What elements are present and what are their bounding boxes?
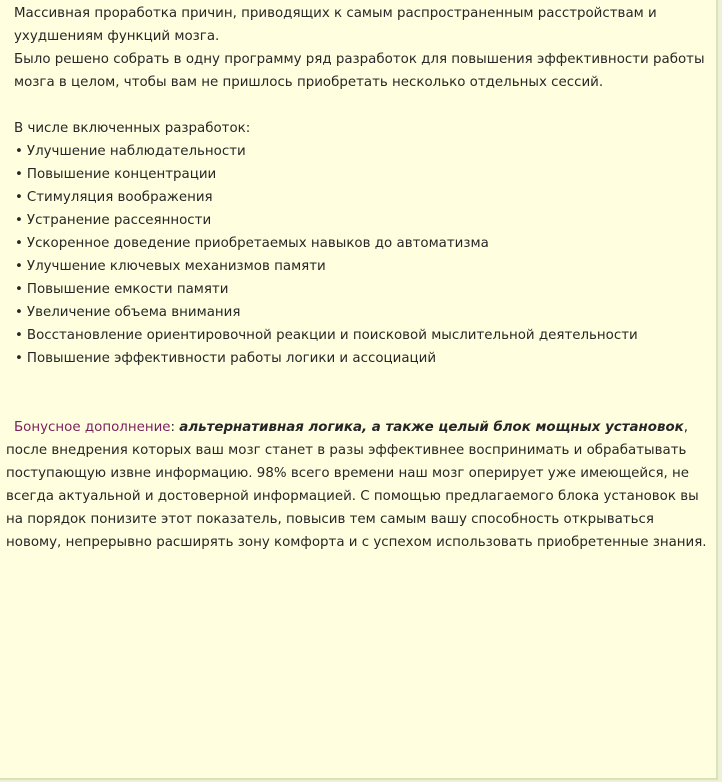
features-list (6, 140, 708, 370)
list-item (15, 232, 708, 255)
bullet-icon: • (15, 351, 23, 366)
list-item (15, 301, 708, 324)
bullet-icon: • (15, 328, 23, 343)
list-item (15, 278, 708, 301)
spacer (6, 370, 708, 416)
list-item-text: Увеличение объема внимания (26, 305, 241, 320)
bonus-indent (6, 420, 14, 435)
bonus-colon: : (170, 420, 176, 435)
list-item (15, 163, 708, 186)
bullet-icon: • (15, 236, 23, 251)
features-heading: В числе включенных разработок: (14, 121, 251, 136)
bonus-paragraph (6, 416, 708, 554)
intro-paragraph-2: Было решено собрать в одну программу ряд разработок для повышения эффективности работы мозга в целом, чтобы вам не пришлось приобретать несколько отдельных сессий. (14, 52, 705, 90)
bullet-icon: • (15, 259, 23, 274)
list-item-text: Повышение концентрации (26, 167, 217, 182)
list-item-text: Улучшение ключевых механизмов памяти (26, 259, 326, 274)
list-item (15, 140, 708, 163)
list-item (15, 255, 708, 278)
bonus-text: , после внедрения которых ваш мозг станет в разы эффективнее воспринимать и обрабатывать поступающую извне информацию. 98% всего времени наш мозг оперирует уже имеющейся, не всегда актуальной и достоверной информацией. С помощью предлагаемого блока установок вы на порядок понизите этот показатель, повысив тем самым вашу способность открываться новому, непрерывно расширять зону комфорта и с успехом использовать приобретенные знания. (6, 420, 707, 550)
bullet-icon: • (15, 167, 23, 182)
bonus-label: Бонусное дополнение (14, 420, 171, 435)
spacer (6, 94, 708, 117)
bullet-icon: • (15, 190, 23, 205)
bullet-icon: • (15, 213, 23, 228)
list-item-text: Устранение рассеянности (26, 213, 212, 228)
bonus-emphasis: альтернативная логика, а также целый блок мощных установок (179, 420, 684, 435)
list-item (15, 186, 708, 209)
list-item-text: Улучшение наблюдательности (26, 144, 246, 159)
list-item-text: Восстановление ориентировочной реакции и поисковой мыслительной деятельности (26, 328, 638, 343)
list-item-text: Повышение емкости памяти (26, 282, 229, 297)
list-item-text: Ускоренное доведение приобретаемых навыков до автоматизма (26, 236, 489, 251)
bullet-icon: • (15, 282, 23, 297)
intro-paragraph-1: Массивная проработка причин, приводящих к самым распространенным расстройствам и ухудшениям функций мозга. (14, 6, 657, 44)
list-item (15, 209, 708, 232)
bullet-icon: • (15, 144, 23, 159)
list-item (15, 347, 708, 370)
list-item-text: Стимуляция воображения (26, 190, 213, 205)
list-item-text: Повышение эффективности работы логики и ассоциаций (26, 351, 437, 366)
list-item (15, 324, 708, 347)
bullet-icon: • (15, 305, 23, 320)
